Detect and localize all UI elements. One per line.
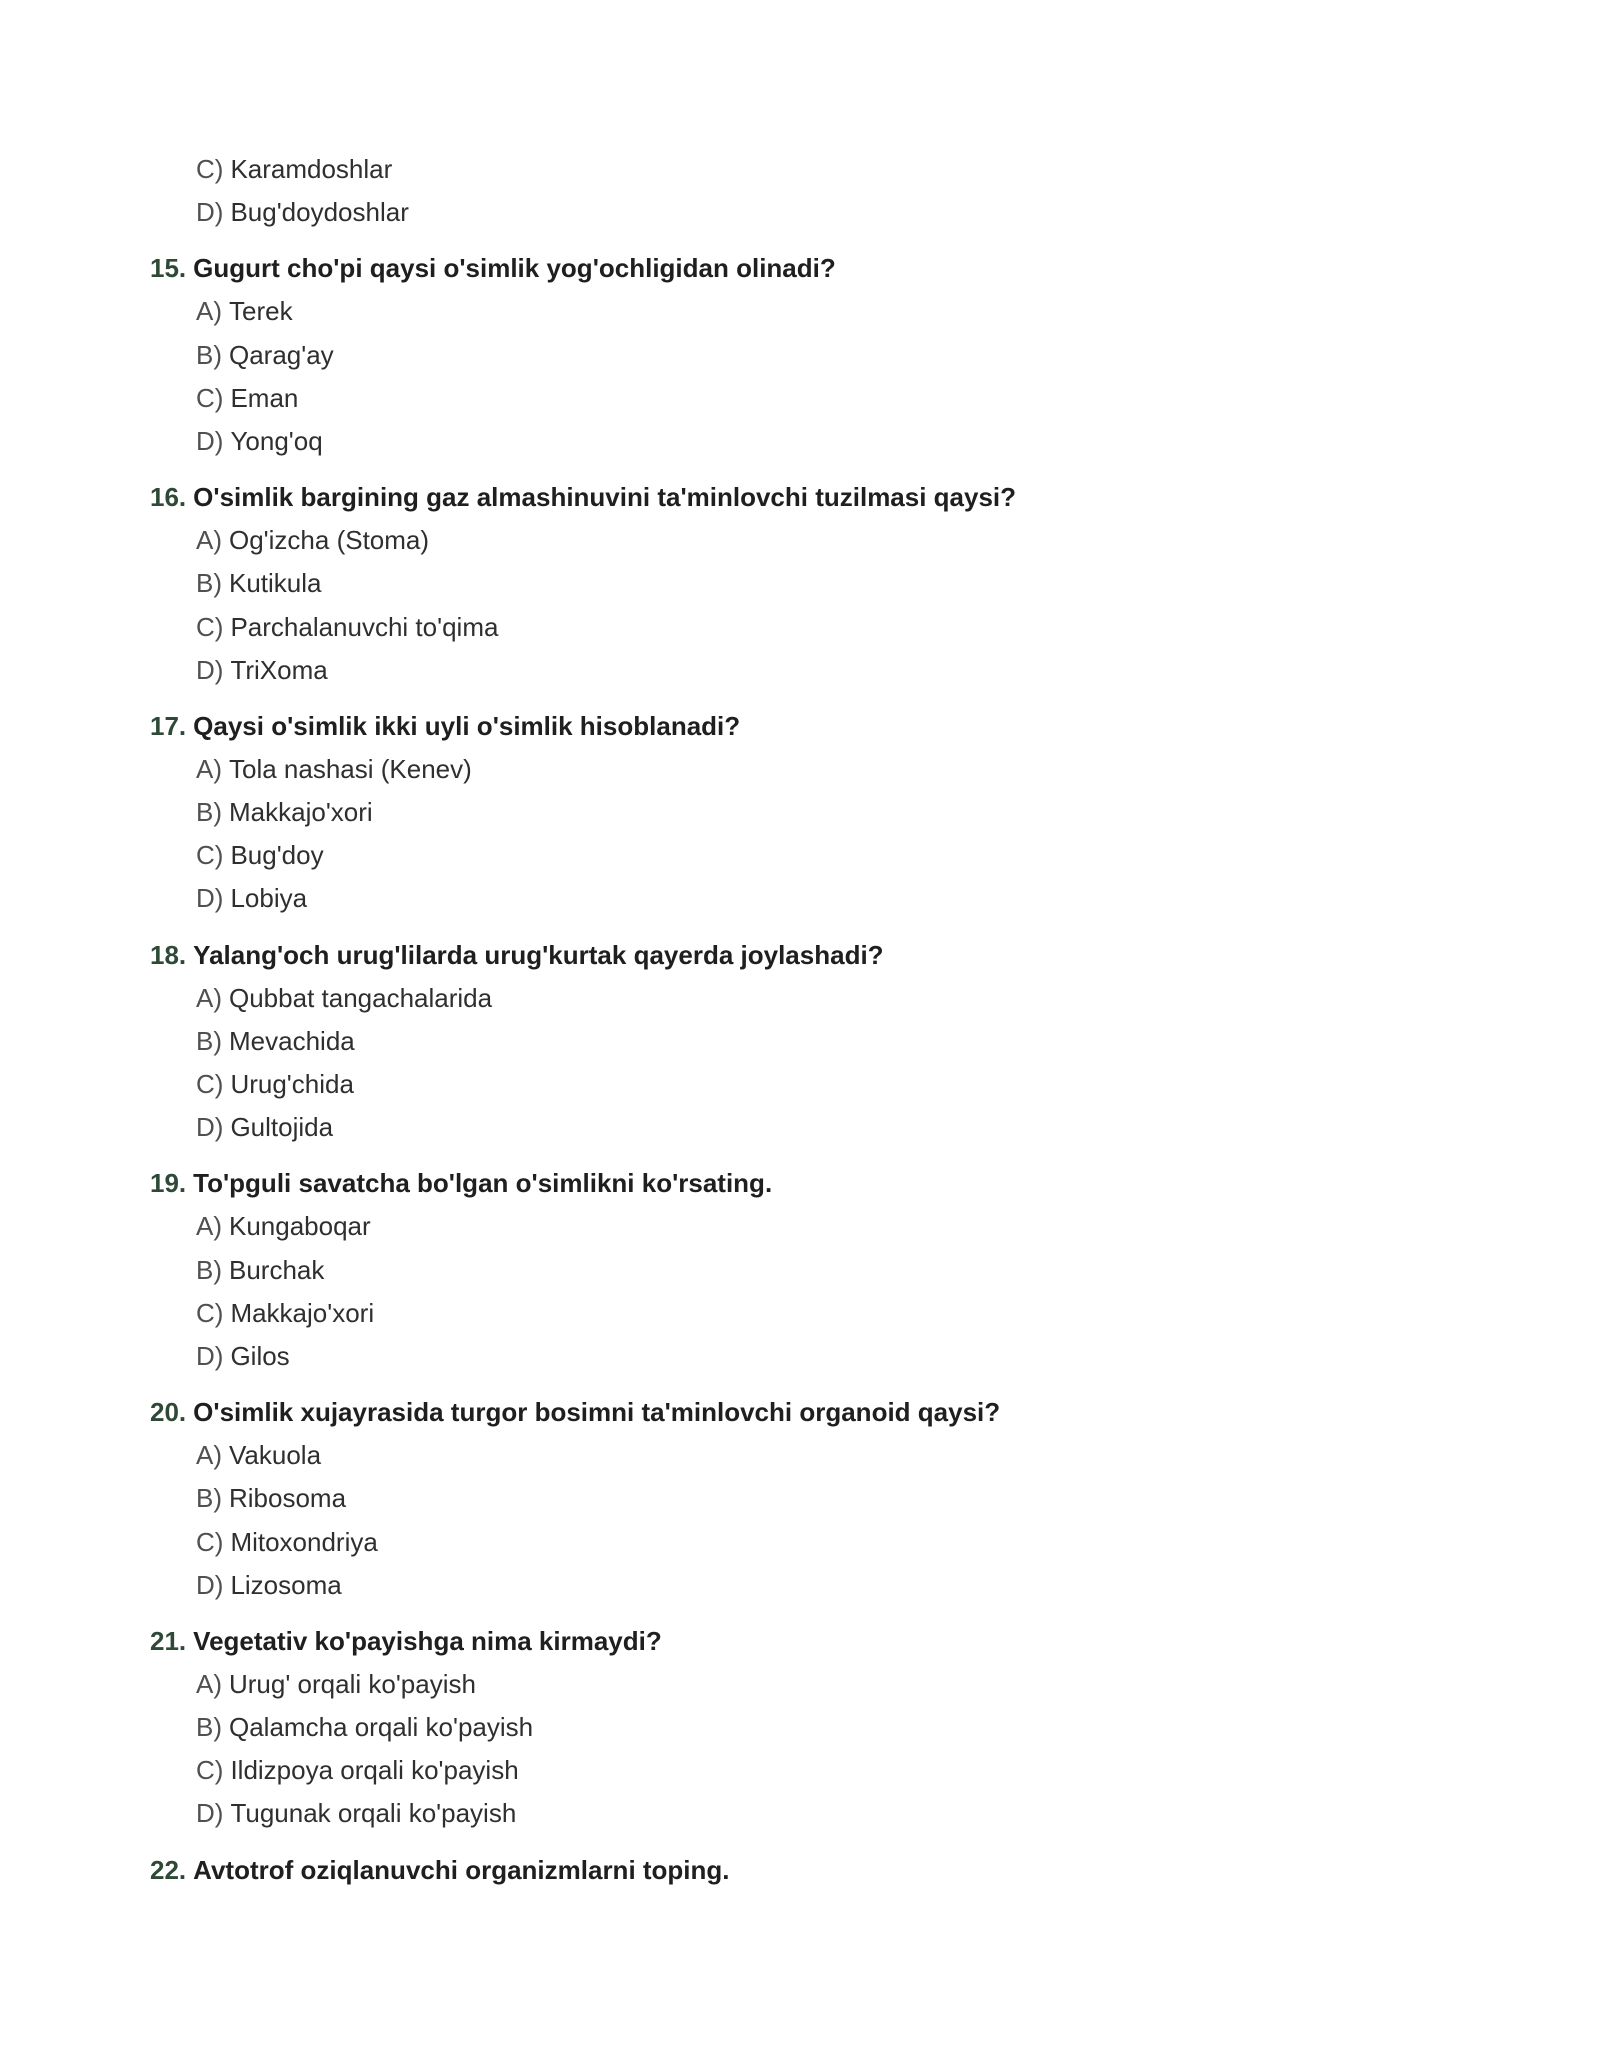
option-text: Eman (230, 382, 299, 413)
option-text: Ildizpoya orqali ko'payish (230, 1755, 519, 1786)
option-item (150, 1335, 1450, 1378)
question-number: 16. (150, 482, 187, 513)
option-text: Bug'doydoshlar (230, 197, 409, 228)
question-text: Gugurt cho'pi qaysi o'simlik yog'ochligidan olinadi? (193, 253, 836, 284)
question-title (150, 1848, 1450, 1892)
option-text: Tugunak orqali ko'payish (230, 1798, 517, 1829)
option-item (150, 519, 1450, 562)
question-block (150, 1619, 1450, 1836)
option-item (150, 748, 1450, 791)
question-text: Qaysi o'simlik ikki uyli o'simlik hisoblanadi? (193, 710, 741, 741)
option-letter: D) (196, 1798, 224, 1829)
option-letter: B) (196, 1254, 222, 1285)
option-letter: A) (196, 296, 222, 327)
option-item (150, 1663, 1450, 1706)
option-text: Qalamcha orqali ko'payish (229, 1712, 534, 1743)
question-title (150, 704, 1450, 748)
option-item (150, 377, 1450, 420)
question-block (150, 1848, 1450, 1892)
option-letter: B) (196, 1483, 222, 1514)
option-text: Kungaboqar (229, 1211, 371, 1242)
option-item (150, 606, 1450, 649)
option-text: Bug'doy (230, 840, 324, 871)
option-letter: D) (196, 425, 224, 456)
option-item (150, 1249, 1450, 1292)
option-letter: B) (196, 568, 222, 599)
option-text: TriXoma (230, 654, 328, 685)
option-text: Karamdoshlar (230, 154, 393, 184)
option-text: Makkajo'xori (229, 797, 373, 828)
option-letter: A) (196, 1668, 222, 1699)
option-text: Ribosoma (229, 1483, 347, 1514)
question-title (150, 933, 1450, 977)
option-item (150, 1521, 1450, 1564)
option-item (150, 1205, 1450, 1248)
question-number: 19. (150, 1168, 187, 1199)
option-letter: D) (196, 1340, 224, 1371)
option-item (150, 1477, 1450, 1520)
option-text: Tola nashasi (Kenev) (229, 753, 472, 784)
option-text: Gilos (230, 1340, 290, 1371)
option-letter: C) (196, 611, 224, 642)
option-text: Mevachida (229, 1025, 355, 1056)
option-letter: C) (196, 154, 224, 184)
option-item (150, 1292, 1450, 1335)
option-letter: B) (196, 339, 222, 370)
option-text: Yong'oq (230, 425, 323, 456)
option-letter: A) (196, 525, 222, 556)
question-block (150, 704, 1450, 921)
option-item (150, 334, 1450, 377)
option-text: Mitoxondriya (230, 1526, 378, 1557)
option-letter: C) (196, 1526, 224, 1557)
option-letter: A) (196, 1211, 222, 1242)
option-item (150, 1749, 1450, 1792)
question-text: Vegetativ ko'payishga nima kirmaydi? (193, 1625, 662, 1656)
question-block (150, 1390, 1450, 1607)
question-text: Avtotrof oziqlanuvchi organizmlarni toping. (193, 1854, 730, 1885)
option-letter: D) (196, 1569, 224, 1600)
option-item (150, 834, 1450, 877)
option-item (150, 562, 1450, 605)
option-item (150, 649, 1450, 692)
option-letter: D) (196, 883, 224, 914)
option-letter: D) (196, 1112, 224, 1143)
question-text: O'simlik bargining gaz almashinuvini ta'minlovchi tuzilmasi qaysi? (193, 482, 1017, 513)
option-item (150, 1106, 1450, 1149)
option-letter: B) (196, 1712, 222, 1743)
option-letter: C) (196, 840, 224, 871)
question-text: Yalang'och urug'lilarda urug'kurtak qayerda joylashadi? (193, 939, 884, 970)
option-item (150, 191, 1450, 234)
quiz-content (150, 148, 1450, 1892)
option-letter: A) (196, 982, 222, 1013)
option-text: Qarag'ay (229, 339, 334, 370)
option-text: Lobiya (230, 883, 308, 914)
option-text: Og'izcha (Stoma) (229, 525, 430, 556)
option-text: Burchak (229, 1254, 325, 1285)
question-number: 20. (150, 1397, 187, 1428)
question-title (150, 246, 1450, 290)
question-title (150, 1390, 1450, 1434)
option-letter: D) (196, 197, 224, 228)
option-letter: D) (196, 654, 224, 685)
option-text: Makkajo'xori (230, 1297, 375, 1328)
question-text: To'pguli savatcha bo'lgan o'simlikni ko'rsating. (193, 1168, 773, 1199)
option-item (150, 1564, 1450, 1607)
question-number: 22. (150, 1854, 187, 1885)
option-text: Qubbat tangachalarida (229, 982, 493, 1013)
option-item (150, 1792, 1450, 1835)
option-item (150, 877, 1450, 920)
question-block (150, 246, 1450, 463)
question-number: 15. (150, 253, 187, 284)
option-item (150, 791, 1450, 834)
previous-question-options (150, 148, 1450, 234)
option-text: Vakuola (229, 1440, 322, 1471)
option-letter: A) (196, 1440, 222, 1471)
option-text: Kutikula (229, 568, 322, 599)
option-text: Terek (229, 296, 293, 327)
option-letter: C) (196, 1069, 224, 1099)
question-title (150, 1161, 1450, 1205)
question-block (150, 1161, 1450, 1378)
option-letter: B) (196, 1025, 222, 1056)
option-item (150, 977, 1450, 1020)
question-block (150, 475, 1450, 692)
option-item (150, 148, 1450, 191)
option-item (150, 420, 1450, 463)
option-letter: C) (196, 1297, 224, 1328)
option-letter: C) (196, 382, 224, 413)
option-text: Urug'chida (230, 1069, 354, 1099)
option-text: Lizosoma (230, 1569, 342, 1600)
option-item (150, 1063, 1450, 1106)
option-letter: A) (196, 753, 222, 784)
question-number: 18. (150, 939, 187, 970)
option-letter: B) (196, 797, 222, 828)
question-block (150, 933, 1450, 1150)
question-title (150, 1619, 1450, 1663)
option-item (150, 1706, 1450, 1749)
question-number: 21. (150, 1625, 187, 1656)
question-title (150, 475, 1450, 519)
option-item (150, 290, 1450, 333)
option-text: Urug' orqali ko'payish (229, 1668, 476, 1699)
option-item (150, 1434, 1450, 1477)
option-text: Gultojida (230, 1112, 334, 1143)
question-number: 17. (150, 710, 187, 741)
option-item (150, 1020, 1450, 1063)
question-text: O'simlik xujayrasida turgor bosimni ta'minlovchi organoid qaysi? (193, 1397, 1001, 1428)
option-letter: C) (196, 1755, 224, 1786)
option-text: Parchalanuvchi to'qima (230, 611, 499, 642)
